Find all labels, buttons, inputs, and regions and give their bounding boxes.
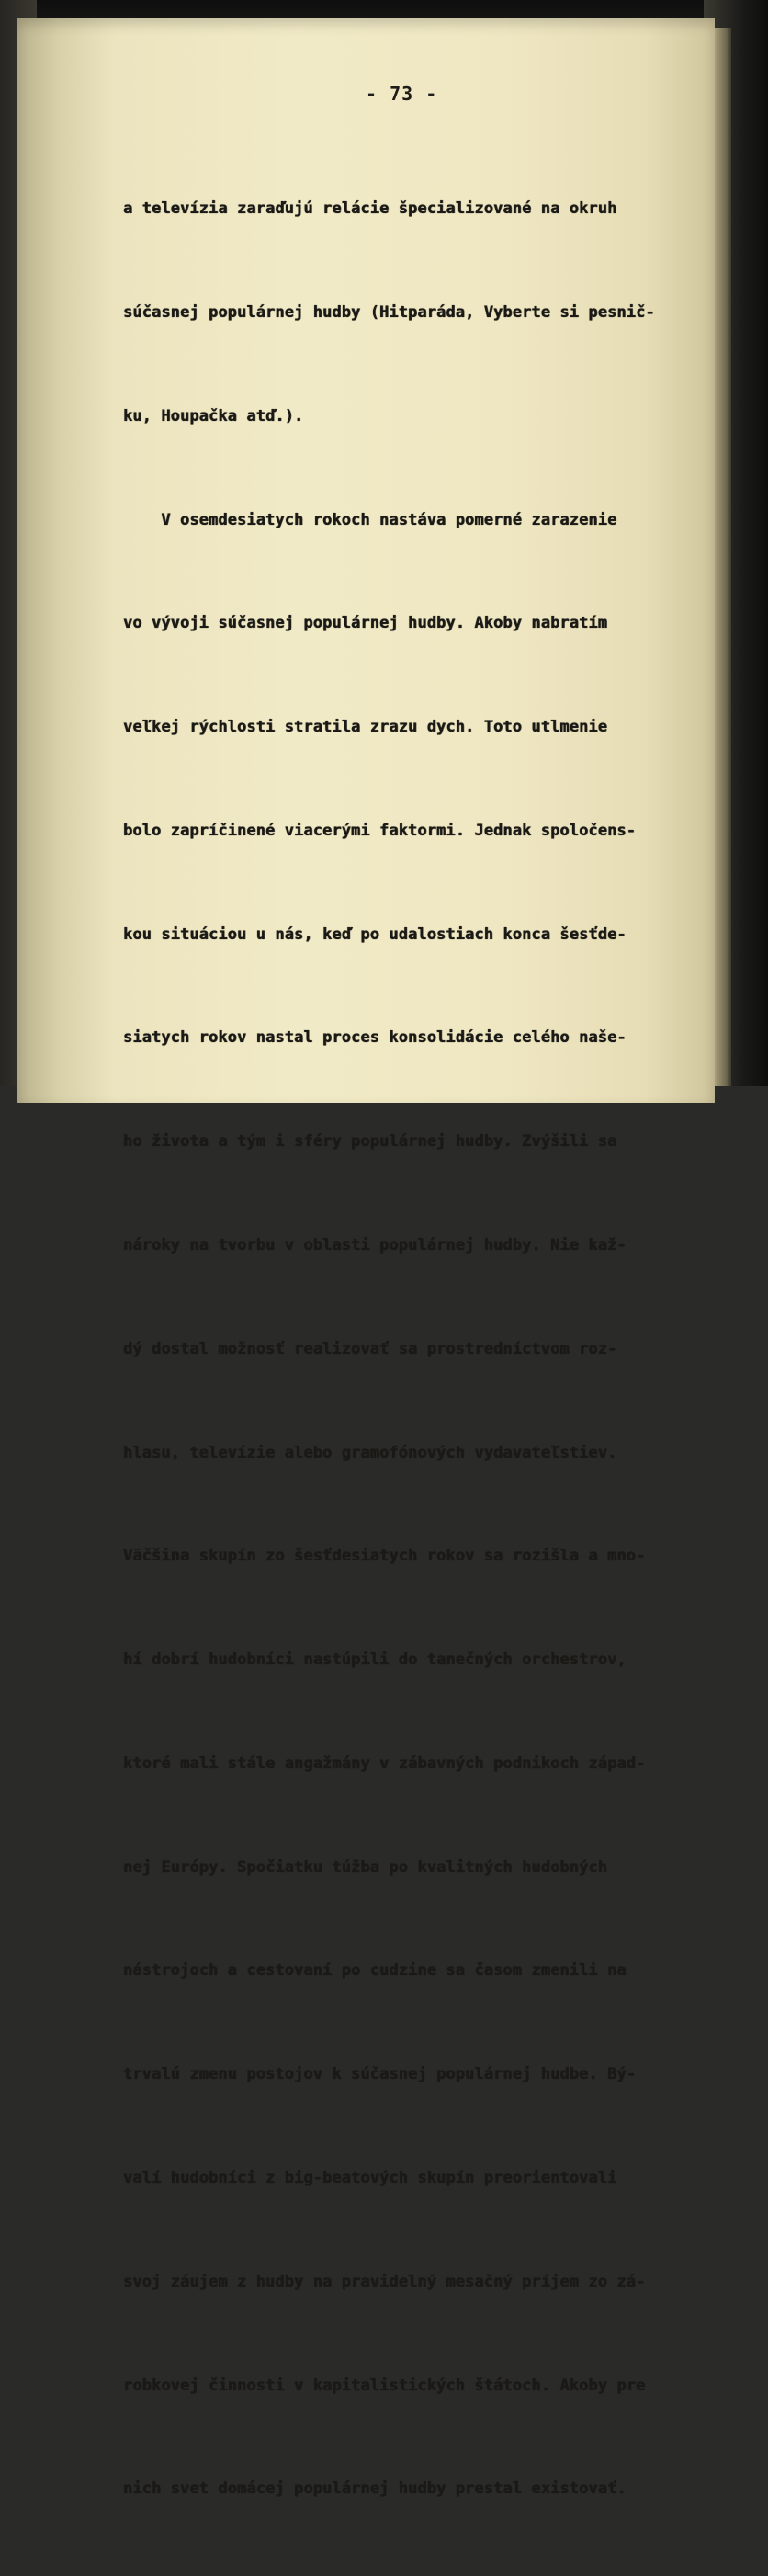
text-line: trvalú zmenu postojov k súčasnej populárnej hudbe. Bý- bbox=[123, 2065, 637, 2084]
text-line: nej Európy. Spočiatku túžba po kvalitných hudobných bbox=[123, 1857, 608, 1877]
body-paragraphs bbox=[123, 123, 674, 2576]
text-line: kou situáciou u nás, keď po udalostiach konca šesťde- bbox=[123, 925, 627, 944]
page-number: - 73 - bbox=[366, 83, 438, 105]
text-line: nich svet domácej populárnej hudby prestal existovať. bbox=[123, 2480, 627, 2499]
text-line: ku, Houpačka atď.). bbox=[123, 406, 304, 426]
text-line: Väčšina skupín zo šesťdesiatych rokov sa rozišla a mno- bbox=[123, 1547, 646, 1566]
text-line: nástrojoch a cestovaní po cudzine sa časom zmenili na bbox=[123, 1961, 627, 1980]
text-line: svoj záujem z hudby na pravidelný mesačný príjem zo zá- bbox=[123, 2272, 646, 2291]
text-line: dý dostal možnosť realizovať sa prostredníctvom roz- bbox=[123, 1339, 617, 1358]
text-line: V osemdesiatych rokoch nastáva pomerné zarazenie bbox=[123, 510, 617, 529]
text-line: ktoré mali stále angažmány v zábavných podnikoch západ- bbox=[123, 1753, 646, 1773]
text-line: robkovej činnosti v kapitalistických štátoch. Akoby pre bbox=[123, 2376, 646, 2395]
text-line: súčasnej populárnej hudby (Hitparáda, Vyberte si pesnič- bbox=[123, 302, 655, 322]
text-line: nároky na tvorbu v oblasti populárnej hudby. Nie kaž- bbox=[123, 1236, 627, 1254]
text-line: veľkej rýchlosti stratila zrazu dych. Toto utlmenie bbox=[123, 718, 608, 737]
text-line: a televízia zaraďujú relácie špecializované na okruh bbox=[123, 199, 617, 219]
text-line: bolo zapríčinené viacerými faktormi. Jednak spoločens- bbox=[123, 821, 637, 840]
text-line: hlasu, televízie alebo gramofónových vydavateľstiev. bbox=[123, 1443, 617, 1462]
page-stack-edge bbox=[715, 28, 731, 1086]
text-line: vo vývoji súčasnej populárnej hudby. Akoby nabratím bbox=[123, 614, 608, 633]
text-line: hí dobrí hudobníci nastúpili do tanečných orchestrov, bbox=[123, 1651, 627, 1670]
text-line: valí hudobníci z big-beatových skupín preorientovali bbox=[123, 2169, 617, 2188]
text-line: ho života a tým i sféry populárnej hudby. Zvýšili sa bbox=[123, 1132, 617, 1152]
text-line: siatych rokov nastal proces konsolidácie celého naše- bbox=[123, 1028, 627, 1048]
